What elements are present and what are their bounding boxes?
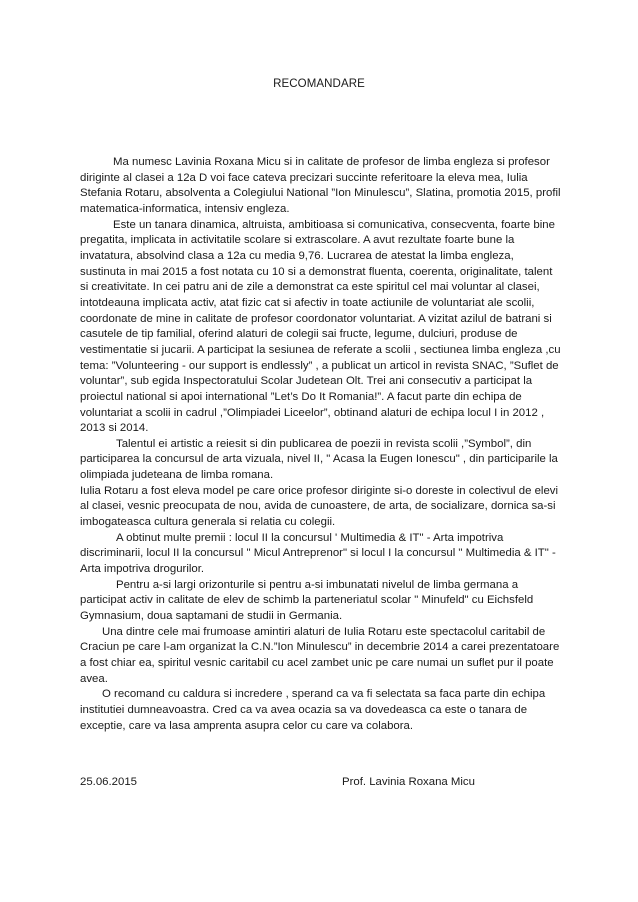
- document-date: 25.06.2015: [80, 776, 138, 788]
- paragraph-character: Este un tanara dinamica, altruista, ambitioasa si comunicativa, consecventa, foarte bine pregatita, implicata in activitatile scolare si extrascolare. A avut rezultate foarte bune la invatatura, absolvind clasa a 12a cu media 9,76. Lucrarea de atestat la limba engleza, sustinuta in mai 2015 a fost notata cu 10 si a demonstrat fluenta, coerenta, originalitate, talent si creativitate. In cei patru ani de zile a demonstrat ca este spiritul cel mai voluntar al clasei, intotdeauna implicata activ, atat fizic cat si afectiv in toate actiunile de voluntariat ale scolii, coordonate de mine in calitate de profesor coordonator voluntariat. A vizitat azilul de batrani si casutele de tip familial, oferind alaturi de colegii sai fructe, legume, dulciuri, produse de vestimentatie si jucarii. A participat la sesiunea de referate a scolii , sectiunea limba engleza ,cu tema: ”Volunteering - our support is endlessly” , a publicat un articol in revista SNAC, ”Suflet de voluntar”, sub egida Inspectoratului Scolar Judetean Olt. Trei ani consecutiv a participat la proiectul national si apoi international ”Let’s Do It Romania!”. A facut parte din echipa de voluntariat a scolii in cadrul ,”Olimpiadei Liceelor”, obtinand alaturi de echipa locul I in 2012 , 2013 si 2014.: [80, 218, 561, 435]
- paragraph-awards: A obtinut multe premii : locul II la concursul ' Multimedia & IT" - Arta impotriva discriminarii, locul II la concursul " Micul Antreprenor" si locul I la concursul " Multimedia & IT" - Arta impotriva drogurilor.: [80, 531, 556, 576]
- paragraph-introduction: Ma numesc Lavinia Roxana Micu si in calitate de profesor de limba engleza si profesor diriginte al clasei a 12a D voi face cateva precizari succinte referitoare la eleva mea, Iulia Stefania Rotaru, absolventa a Colegiului National ”Ion Minulescu”, Slatina, promotia 2015, profil matematica-informatica, intensiv engleza.: [80, 156, 561, 215]
- paragraph-closing: O recomand cu caldura si incredere , sperand ca va fi selectata sa faca parte din echipa institutiei dumneavoastra. Cred ca va avea ocazia sa va dovedeasca ca este o tanara de exceptie, care va lasa amprenta asupra celor cu care va colabora.: [80, 688, 546, 732]
- paragraph-model-student: Iulia Rotaru a fost eleva model pe care orice profesor diriginte si-o doreste in colectivul de elevi al clasei, vesnic preocupata de nou, avida de cunoastere, de arta, de socializare, dornica sa-si imbogateasca cultura generala si relatia cu colegii.: [80, 484, 559, 529]
- document-title: RECOMANDARE: [273, 78, 365, 90]
- document-signature: Prof. Lavinia Roxana Micu: [342, 776, 475, 788]
- paragraph-charity-show: Una dintre cele mai frumoase amintiri alaturi de Iulia Rotaru este spectacolul caritabil de Craciun pe care l-am organizat la C.N.”Ion Minulescu” in decembrie 2014 a carei prezentatoare a fost chiar ea, spiritul vesnic caritabil cu acel zambet unic pe care numai un suflet pur il poate avea.: [80, 625, 560, 685]
- paragraph-exchange: Pentru a-si largi orizonturile si pentru a-si imbunatati nivelul de limba germana a participat activ in calitate de elev de schimb la parteneriatul scolar " Minufeld" cu Eichsfeld Gymnasium, doua saptamani de studii in Germania.: [80, 578, 534, 623]
- document-body: [80, 155, 562, 734]
- paragraph-artistic-talent: Talentul ei artistic a reiesit si din publicarea de poezii in revista scolii ,”Symbol”, din participarea la concursul de arta vizuala, nivel II, " Acasa la Eugen Ionescu" , din participarile la olimpiada judeteana de limba romana.: [80, 437, 558, 482]
